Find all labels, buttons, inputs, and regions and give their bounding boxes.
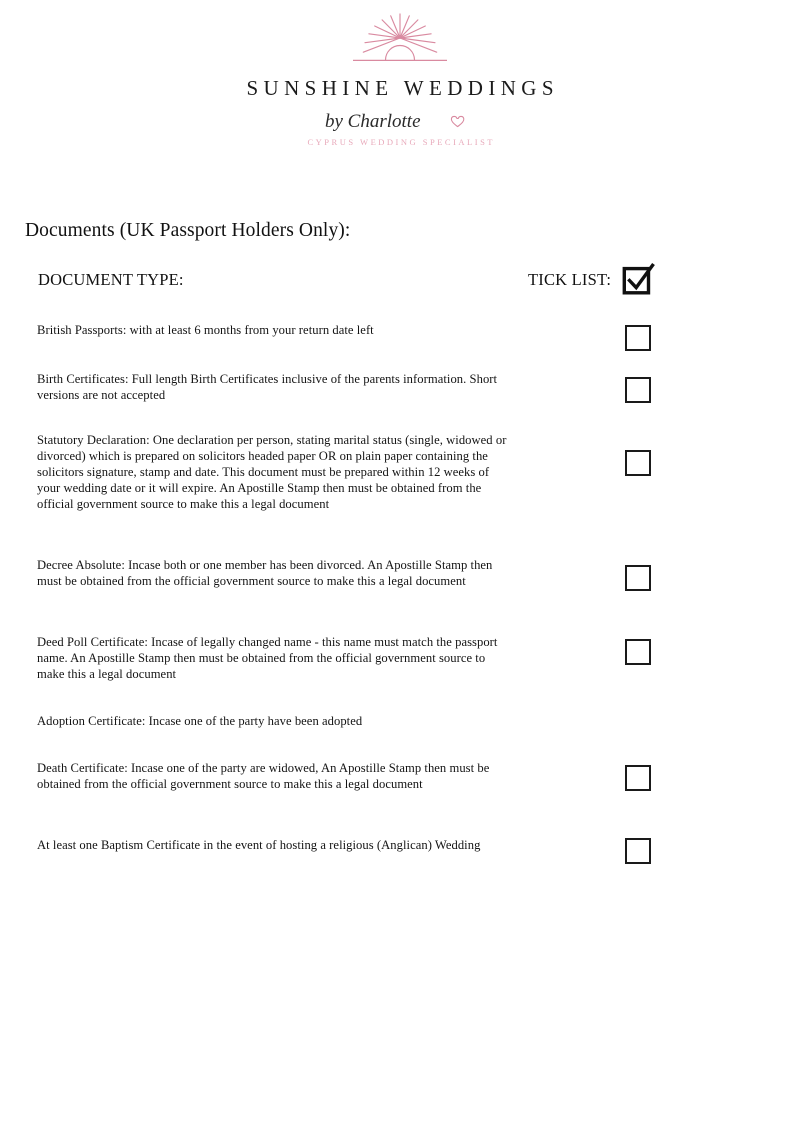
table-header [38,268,762,300]
sunburst-icon [325,10,475,68]
column-header-document-type: DOCUMENT TYPE: [38,270,184,289]
tick-checkbox[interactable] [625,450,651,476]
tick-checkbox[interactable] [625,838,651,864]
page-title: Documents (UK Passport Holders Only): [25,220,351,241]
document-description: Adoption Certificate: Incase one of the party have been adopted [37,714,363,728]
document-description: Deed Poll Certificate: Incase of legally changed name - this name must match the passport name. An Apostille Stamp then must be obtained from the official government source to make this a legal document [37,635,498,682]
tick-checkbox[interactable] [625,377,651,403]
checked-checkbox-icon[interactable] [621,262,655,296]
tick-checkbox[interactable] [625,765,651,791]
document-description: Birth Certificates: Full length Birth Certificates inclusive of the parents information. Short versions are not accepted [37,372,498,403]
brand-name: SUNSHINE WEDDINGS [246,76,559,100]
tick-checkbox[interactable] [625,565,651,591]
by-charlotte-script [305,105,495,135]
document-description: British Passports: with at least 6 months from your return date left [37,323,374,337]
script-signature [0,105,800,135]
brand-logo [0,10,800,147]
tick-checkbox[interactable] [625,325,651,351]
svg-text:by Charlotte: by Charlotte [325,111,421,133]
document-description: Death Certificate: Incase one of the party are widowed, An Apostille Stamp then must be obtained from the official government source to make this a legal document [37,761,490,792]
brand-tagline: CYPRUS WEDDING SPECIALIST [307,137,495,148]
document-description: Statutory Declaration: One declaration per person, stating marital status (single, widowed or divorced) which is prepared on solicitors headed paper OR on plain paper containing the solicitors signature, stamp and date. This document must be prepared within 12 weeks of your wedding date or it will expire. An Apostille Stamp then must be obtained from the official government source to make this a legal document [37,433,507,512]
document-description: At least one Baptism Certificate in the event of hosting a religious (Anglican) Wedding [37,838,481,852]
document-description: Decree Absolute: Incase both or one member has been divorced. An Apostille Stamp then must be obtained from the official government source to make this a legal document [37,558,493,589]
heart-icon [451,117,463,127]
column-header-tick-list: TICK LIST: [528,270,612,289]
tick-checkbox[interactable] [625,639,651,665]
